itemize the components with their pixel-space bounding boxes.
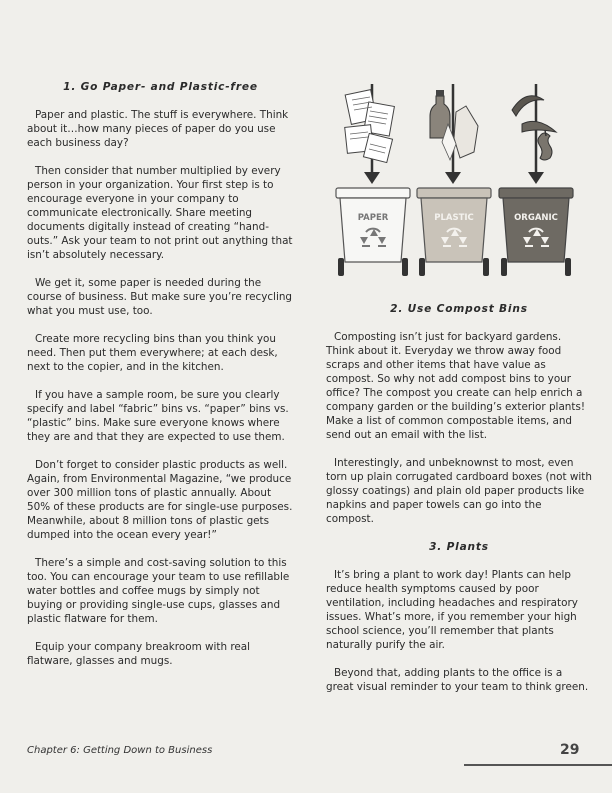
page-number: 29 — [560, 742, 580, 758]
organic-waste-icon — [512, 96, 556, 160]
paragraph: There’s a simple and cost-saving solution to this too. You can encourage your team to use refillable water bottles and coffee mugs by simply not buying or providing single-use cups, glasses and plastic flatware for them. — [27, 557, 290, 625]
section-heading: 1. Go Paper- and Plastic-free — [63, 81, 258, 93]
plastic-bin — [417, 188, 491, 276]
paragraph: It’s bring a plant to work day! Plants can help reduce health symptoms caused by poor ventilation, including headaches and respiratory issues. What’s more, if you remember your high school science, you’ll remember that plants naturally purify the air. — [326, 569, 578, 651]
chapter-footer: Chapter 6: Getting Down to Business — [27, 745, 213, 756]
organic-bin — [499, 188, 573, 276]
bin-label: PAPER — [357, 213, 389, 223]
paragraph: If you have a sample room, be sure you clearly specify and label “fabric” bins vs. “paper” bins vs. “plastic” bins. Make sure everyone knows where they are and that they are expected to use them. — [27, 389, 289, 443]
arrow-down-icon — [445, 172, 461, 184]
paragraph: Create more recycling bins than you think you need. Then put them everywhere; at each desk, next to the copier, and in the kitchen. — [27, 333, 278, 373]
section-heading: 2. Use Compost Bins — [390, 303, 528, 315]
paragraph: Don’t forget to consider plastic products as well. Again, from Environmental Magazine, “we produce over 300 million tons of plastic annually. About 50% of these products are for single-use purposes. Meanwhile, about 8 million tons of plastic gets dumped into the ocean every year!” — [27, 459, 293, 541]
bin-label: ORGANIC — [514, 213, 558, 223]
arrow-down-icon — [528, 172, 544, 184]
right-column — [326, 302, 592, 708]
paragraph: We get it, some paper is needed during the course of business. But make sure you’re recycling what you must use, too. — [27, 277, 293, 317]
recycling-bins-illustration — [326, 84, 592, 284]
paper-sheets-icon — [345, 90, 395, 163]
footer-divider — [464, 764, 612, 766]
paragraph: Then consider that number multiplied by every person in your organization. Your first step is to encourage everyone in your company to communicate electronically. Share meeting documents digitally instead of creating “hand-outs.” Ask your team to not print out anything that isn’t absolutely necessary. — [27, 165, 293, 261]
arrow-down-icon — [364, 172, 380, 184]
bin-label: PLASTIC — [434, 213, 474, 223]
paragraph: Paper and plastic. The stuff is everywhere. Think about it…how many pieces of paper do you use each business day? — [27, 109, 289, 149]
paragraph: Composting isn’t just for backyard gardens. Think about it. Everyday we throw away food scraps and other items that have value as compost. So why not add compost bins to your office? The compost you create can help enrich a company garden or the building’s exterior plants! Make a list of common compostable items, and send out an email with the list. — [326, 331, 586, 441]
paragraph: Beyond that, adding plants to the office is a great visual reminder to your team to think green. — [326, 667, 589, 693]
recycling-bins-svg — [326, 84, 592, 284]
paper-bin — [336, 188, 410, 276]
paragraph: Interestingly, and unbeknownst to most, even torn up plain corrugated cardboard boxes (not with glossy coatings) and plain old paper products like napkins and paper towels can go into the compost. — [326, 457, 592, 525]
paragraph: Equip your company breakroom with real flatware, glasses and mugs. — [27, 641, 251, 667]
section-heading: 3. Plants — [429, 541, 489, 553]
left-column — [27, 80, 294, 682]
